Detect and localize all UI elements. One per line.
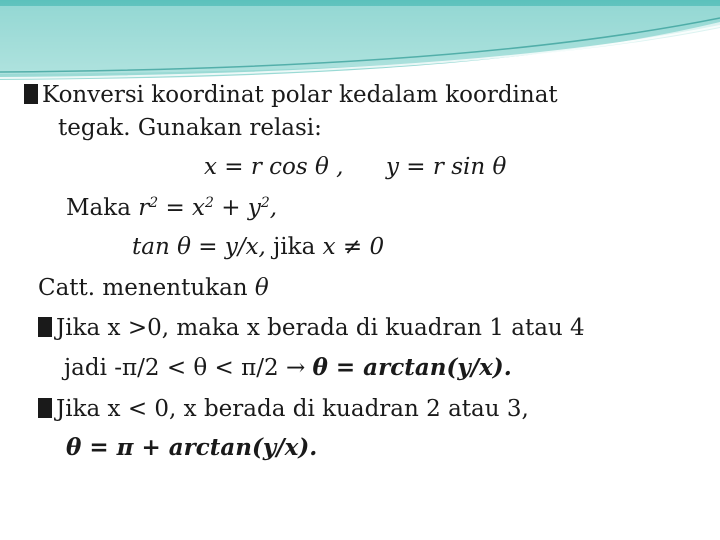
tan-equation: tan θ = y/x, — [132, 234, 266, 260]
catt-label: Catt. menentukan — [38, 275, 248, 301]
bullet-1-line-1 — [24, 80, 558, 110]
bullet-1-line-2: tegak. Gunakan relasi: — [58, 115, 322, 141]
tan-line — [132, 232, 384, 262]
bullet-1-text: Konversi koordinat polar kedalam koordinat — [42, 82, 558, 108]
sup-2-a: 2 — [149, 195, 159, 211]
bullet-icon — [38, 398, 52, 418]
bullet-3-line-2: θ = π + arctan(y/x). — [66, 434, 318, 461]
bullet-2-text: Jika x >0, maka x berada di kuadran 1 atau 4 — [56, 315, 585, 341]
maka-label: Maka — [66, 195, 131, 221]
bullet-icon — [24, 84, 38, 104]
sup-2-b: 2 — [205, 195, 214, 211]
eq-r: r — [138, 195, 150, 221]
bullet-3-line-1 — [38, 394, 529, 424]
bullet-2-result: θ = arctan(y/x). — [312, 354, 512, 381]
catt-line — [38, 273, 269, 303]
catt-theta: θ — [254, 275, 269, 301]
sup-2-c: 2 — [260, 195, 270, 211]
bullet-2-range: jadi -π/2 < θ < π/2 — [64, 355, 279, 381]
bullet-icon — [38, 317, 52, 337]
equation-y: y = r sin θ — [386, 154, 507, 180]
eq-end: , — [269, 195, 278, 221]
tan-cond-label: jika — [273, 234, 316, 260]
bullet-2-line-2 — [64, 353, 512, 383]
maka-line — [66, 193, 277, 223]
eq-x: = x — [158, 195, 206, 221]
bullet-2-line-1 — [38, 313, 585, 343]
maka-equation — [138, 195, 277, 221]
eq-y: + y — [213, 195, 261, 221]
equation-x: x = r cos θ , — [204, 154, 344, 180]
bullet-3-text: Jika x < 0, x berada di kuadran 2 atau 3, — [56, 396, 529, 422]
tan-condition: x ≠ 0 — [322, 234, 385, 260]
arrow-icon: → — [285, 355, 306, 381]
